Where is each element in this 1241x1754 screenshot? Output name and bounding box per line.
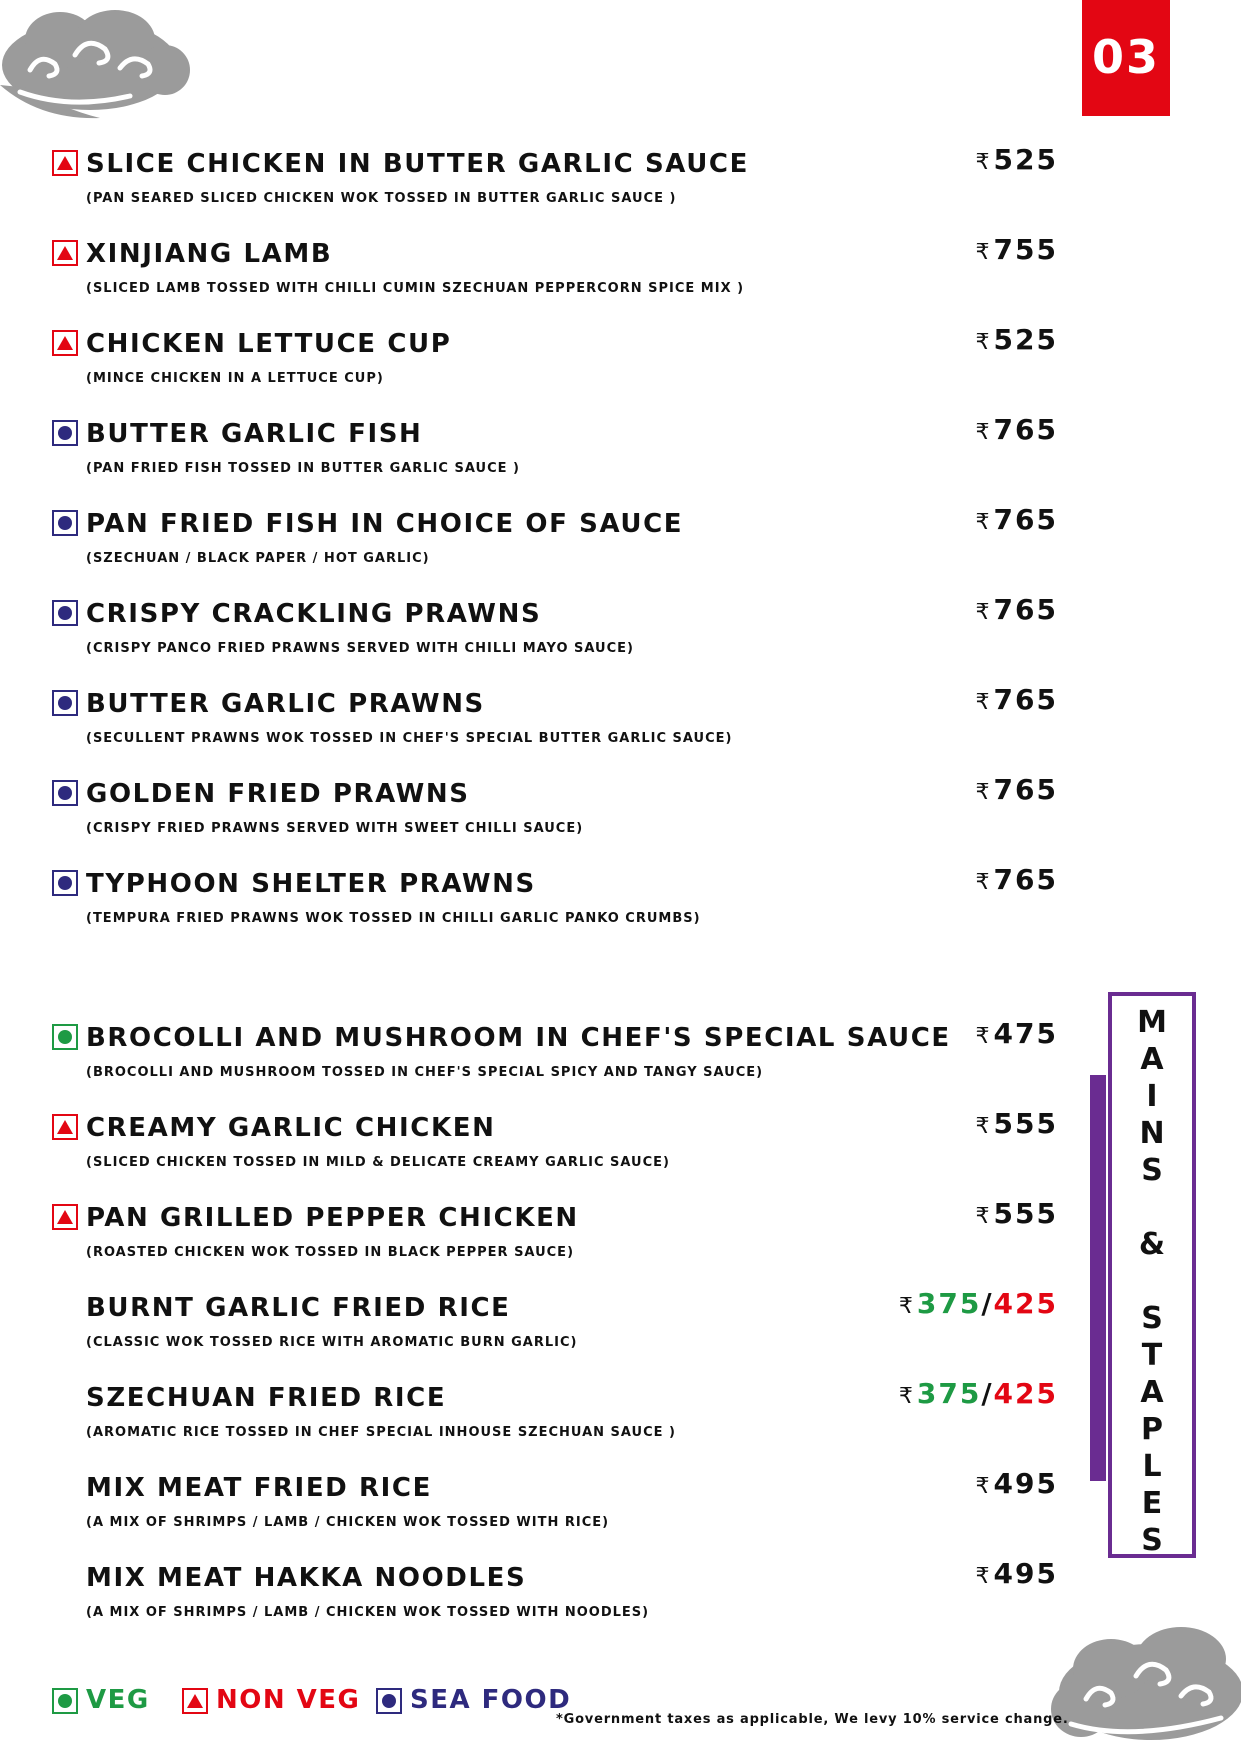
item-name: BUTTER GARLIC FISH [86, 419, 423, 449]
section-title-letter: S [1141, 1523, 1163, 1558]
item-price [899, 1286, 1058, 1325]
cloud-ornament-top-left [0, 0, 190, 130]
item-description: (ROASTED CHICKEN WOK TOSSED IN BLACK PEPPER SAUCE) [86, 1245, 575, 1260]
section-title-letter [1112, 1263, 1192, 1300]
menu-item [52, 1377, 1058, 1460]
veg-icon [52, 1688, 78, 1714]
section-title-letter [1112, 1189, 1192, 1226]
menu-item-row [52, 1017, 1058, 1060]
item-price-value: 475 [993, 1017, 1058, 1050]
section-title-letter: M [1137, 1005, 1167, 1040]
menu-item [52, 233, 1058, 316]
item-price-value: 555 [993, 1107, 1058, 1140]
section-title-letter: L [1142, 1449, 1162, 1484]
item-price [976, 1106, 1058, 1145]
menu-item [52, 143, 1058, 226]
menu-item [52, 413, 1058, 496]
item-price-value: 495 [993, 1557, 1058, 1590]
menu-item [52, 683, 1058, 766]
sea-food-icon [52, 510, 78, 536]
section-accent-bar [1090, 1075, 1106, 1481]
legend-veg-label: VEG [86, 1685, 150, 1715]
item-price-value: 755 [993, 233, 1058, 266]
legend-sea-food-label: SEA FOOD [410, 1685, 572, 1715]
rupee-icon: ₹ [975, 1474, 992, 1499]
item-name: CREAMY GARLIC CHICKEN [86, 1113, 496, 1143]
page-number-tab [1082, 0, 1170, 116]
item-price-value: 555 [993, 1197, 1058, 1230]
item-description: (CLASSIC WOK TOSSED RICE WITH AROMATIC BURN GARLIC) [86, 1335, 578, 1350]
item-price-value: 765 [993, 863, 1058, 896]
section-title-letter: T [1141, 1338, 1163, 1373]
item-description: (PAN SEARED SLICED CHICKEN WOK TOSSED IN BUTTER GARLIC SAUCE ) [86, 191, 677, 206]
item-price [976, 1196, 1058, 1235]
menu-item-row [52, 1197, 1058, 1240]
item-description: (CRISPY PANCO FRIED PRAWNS SERVED WITH CHILLI MAYO SAUCE) [86, 641, 634, 656]
item-price-value: 495 [993, 1467, 1058, 1500]
menu-item [52, 1287, 1058, 1370]
item-price-value: 765 [993, 593, 1058, 626]
menu-item-row [52, 683, 1058, 726]
non-veg-icon [52, 330, 78, 356]
rupee-icon: ₹ [975, 510, 992, 535]
item-price-non-veg: 425 [993, 1287, 1058, 1320]
rupee-icon: ₹ [975, 1114, 992, 1139]
price-separator: / [981, 1377, 994, 1410]
item-description: (CRISPY FRIED PRAWNS SERVED WITH SWEET CHILLI SAUCE) [86, 821, 584, 836]
menu-item-row [52, 1287, 1058, 1330]
section-title-vertical [1112, 1004, 1192, 1559]
rupee-icon: ₹ [975, 420, 992, 445]
item-price [976, 412, 1058, 451]
sea-food-icon [376, 1688, 402, 1714]
page-number: 03 [1091, 30, 1160, 84]
sea-food-icon [52, 780, 78, 806]
menu-item-row [52, 1377, 1058, 1420]
item-price [976, 862, 1058, 901]
item-description: (TEMPURA FRIED PRAWNS WOK TOSSED IN CHILLI GARLIC PANKO CRUMBS) [86, 911, 701, 926]
item-description: (A MIX OF SHRIMPS / LAMB / CHICKEN WOK TOSSED WITH NOODLES) [86, 1605, 650, 1620]
item-price [899, 1376, 1058, 1415]
section-title-letter: S [1141, 1153, 1163, 1188]
item-name: PAN FRIED FISH IN CHOICE OF SAUCE [86, 509, 684, 539]
item-price [976, 502, 1058, 541]
item-name: MIX MEAT HAKKA NOODLES [86, 1563, 527, 1593]
non-veg-icon [52, 1114, 78, 1140]
item-price-value: 765 [993, 683, 1058, 716]
item-price [976, 142, 1058, 181]
menu-item [52, 773, 1058, 856]
section-title-letter: P [1141, 1412, 1163, 1447]
menu-item [52, 1557, 1058, 1640]
item-description: (SLICED CHICKEN TOSSED IN MILD & DELICATE CREAMY GARLIC SAUCE) [86, 1155, 670, 1170]
rupee-icon: ₹ [898, 1384, 915, 1409]
item-name: SZECHUAN FRIED RICE [86, 1383, 447, 1413]
item-price [976, 1556, 1058, 1595]
menu-item-row [52, 413, 1058, 456]
rupee-icon: ₹ [975, 780, 992, 805]
section-title-letter: A [1140, 1042, 1164, 1077]
sea-food-icon [52, 690, 78, 716]
item-description: (A MIX OF SHRIMPS / LAMB / CHICKEN WOK TOSSED WITH RICE) [86, 1515, 610, 1530]
item-description: (SZECHUAN / BLACK PAPER / HOT GARLIC) [86, 551, 430, 566]
rupee-icon: ₹ [975, 690, 992, 715]
item-name: BURNT GARLIC FRIED RICE [86, 1293, 511, 1323]
cloud-ornament-bottom-right [1041, 1614, 1241, 1754]
item-price [976, 772, 1058, 811]
item-name: TYPHOON SHELTER PRAWNS [86, 869, 536, 899]
rupee-icon: ₹ [975, 1024, 992, 1049]
menu-item-row [52, 143, 1058, 186]
item-description: (MINCE CHICKEN IN A LETTUCE CUP) [86, 371, 384, 386]
item-price-non-veg: 425 [993, 1377, 1058, 1410]
item-price-value: 765 [993, 413, 1058, 446]
rupee-icon: ₹ [975, 240, 992, 265]
non-veg-icon [182, 1688, 208, 1714]
item-price [976, 1466, 1058, 1505]
menu-item [52, 1107, 1058, 1190]
item-price [976, 322, 1058, 361]
item-name: MIX MEAT FRIED RICE [86, 1473, 432, 1503]
rupee-icon: ₹ [975, 600, 992, 625]
rupee-icon: ₹ [975, 1564, 992, 1589]
rupee-icon: ₹ [975, 150, 992, 175]
item-name: BROCOLLI AND MUSHROOM IN CHEF'S SPECIAL SAUCE [86, 1023, 951, 1053]
item-price-veg: 375 [916, 1377, 982, 1410]
sea-food-icon [52, 870, 78, 896]
item-price [976, 232, 1058, 271]
item-description: (SECULLENT PRAWNS WOK TOSSED IN CHEF'S SPECIAL BUTTER GARLIC SAUCE) [86, 731, 733, 746]
non-veg-icon [52, 150, 78, 176]
section-title-letter: E [1141, 1486, 1163, 1521]
section-title-letter: S [1141, 1301, 1163, 1336]
legend-non-veg-label: NON VEG [216, 1685, 361, 1715]
section-title-box [1108, 992, 1196, 1558]
menu-item-row [52, 323, 1058, 366]
menu-item [52, 1467, 1058, 1550]
price-separator: / [981, 1287, 994, 1320]
menu-item [52, 863, 1058, 946]
rupee-icon: ₹ [975, 1204, 992, 1229]
menu-item-row [52, 773, 1058, 816]
menu-item [52, 323, 1058, 406]
item-name: CHICKEN LETTUCE CUP [86, 329, 452, 359]
menu-item [52, 593, 1058, 676]
rupee-icon: ₹ [898, 1294, 915, 1319]
item-description: (BROCOLLI AND MUSHROOM TOSSED IN CHEF'S SPECIAL SPICY AND TANGY SAUCE) [86, 1065, 764, 1080]
section-title-letter: A [1140, 1375, 1164, 1410]
menu-item-row [52, 863, 1058, 906]
menu-item [52, 1197, 1058, 1280]
item-price [976, 592, 1058, 631]
item-name: PAN GRILLED PEPPER CHICKEN [86, 1203, 579, 1233]
non-veg-icon [52, 1204, 78, 1230]
section-title-letter: I [1146, 1079, 1158, 1114]
item-price-veg: 375 [916, 1287, 982, 1320]
veg-icon [52, 1024, 78, 1050]
item-name: GOLDEN FRIED PRAWNS [86, 779, 470, 809]
sea-food-icon [52, 420, 78, 446]
menu-item-row [52, 503, 1058, 546]
item-description: (AROMATIC RICE TOSSED IN CHEF SPECIAL INHOUSE SZECHUAN SAUCE ) [86, 1425, 676, 1440]
item-price-value: 525 [993, 323, 1058, 356]
menu-item-row [52, 593, 1058, 636]
item-price-value: 765 [993, 503, 1058, 536]
item-description: (PAN FRIED FISH TOSSED IN BUTTER GARLIC SAUCE ) [86, 461, 520, 476]
non-veg-icon [52, 240, 78, 266]
menu-item [52, 1017, 1058, 1100]
item-name: CRISPY CRACKLING PRAWNS [86, 599, 542, 629]
item-name: XINJIANG LAMB [86, 239, 333, 269]
item-name: BUTTER GARLIC PRAWNS [86, 689, 485, 719]
sea-food-icon [52, 600, 78, 626]
item-price-value: 525 [993, 143, 1058, 176]
menu-item-row [52, 1467, 1058, 1510]
tax-footnote: *Government taxes as applicable, We levy 10% service change. [556, 1712, 1069, 1727]
menu-item-row [52, 233, 1058, 276]
section-title-letter: & [1138, 1227, 1166, 1262]
rupee-icon: ₹ [975, 330, 992, 355]
item-price [976, 1016, 1058, 1055]
section-title-letter: N [1139, 1116, 1165, 1151]
menu-item-row [52, 1107, 1058, 1150]
item-name: SLICE CHICKEN IN BUTTER GARLIC SAUCE [86, 149, 749, 179]
menu-item [52, 503, 1058, 586]
item-price [976, 682, 1058, 721]
item-description: (SLICED LAMB TOSSED WITH CHILLI CUMIN SZECHUAN PEPPERCORN SPICE MIX ) [86, 281, 745, 296]
rupee-icon: ₹ [975, 870, 992, 895]
menu-item-row [52, 1557, 1058, 1600]
item-price-value: 765 [993, 773, 1058, 806]
